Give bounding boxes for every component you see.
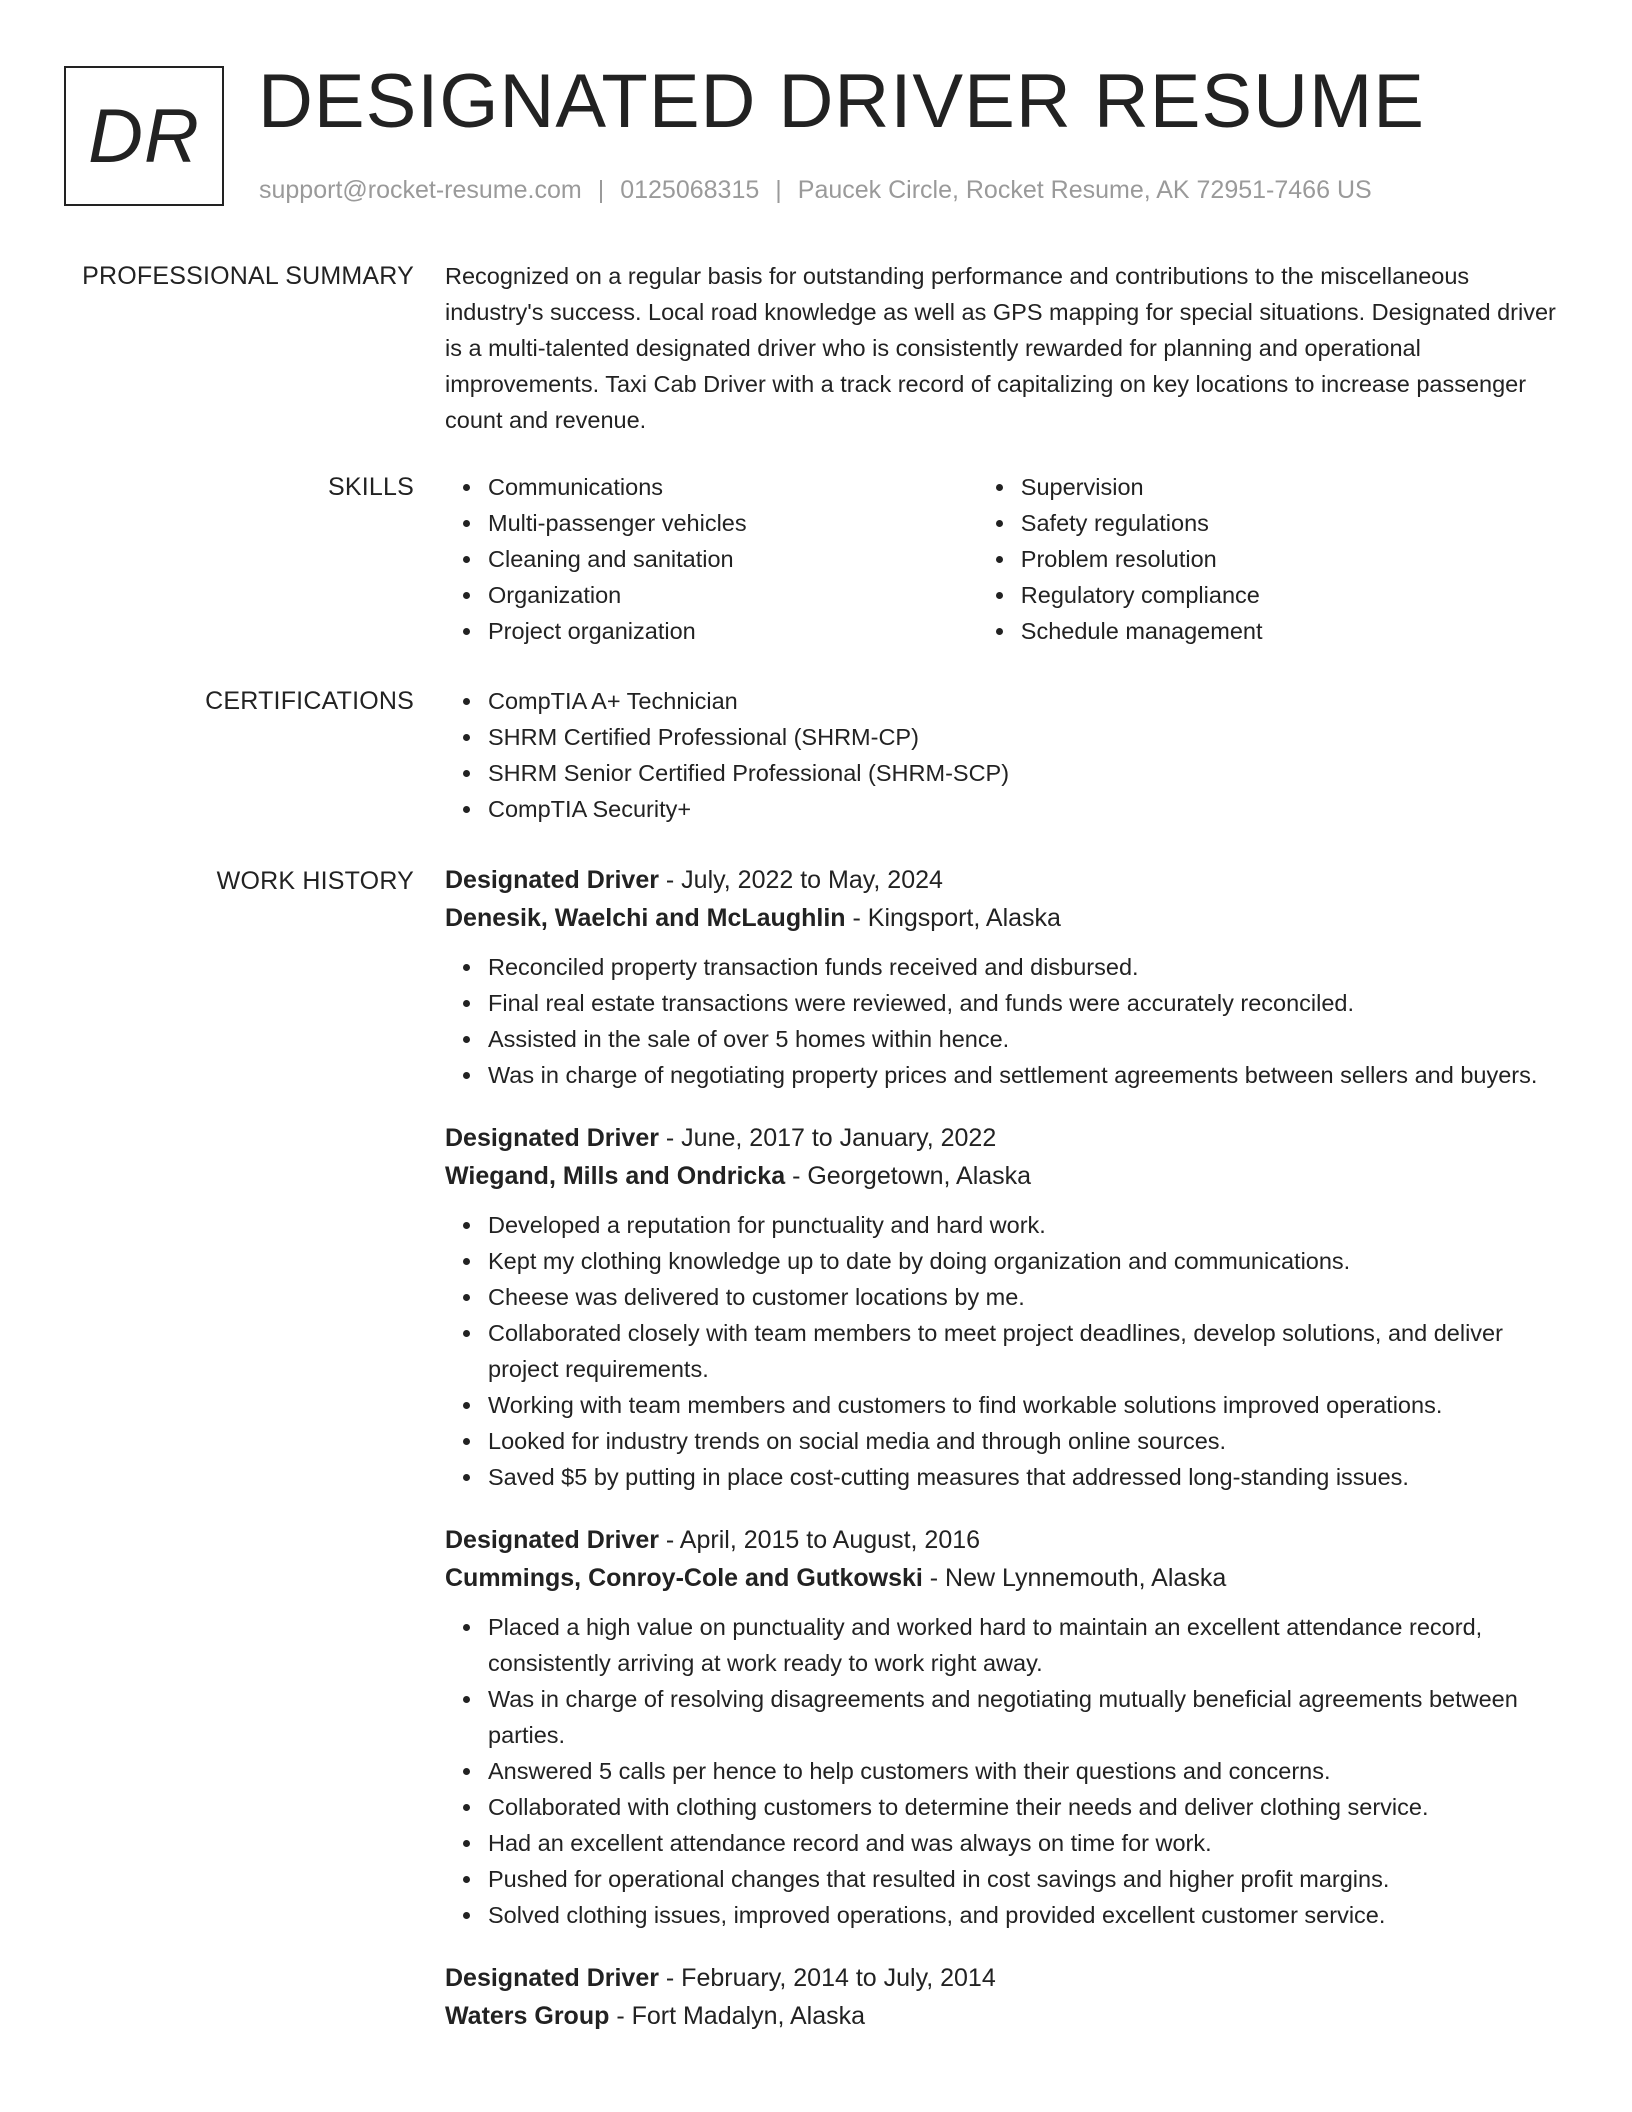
job-bullet: Placed a high value on punctuality and worked hard to maintain an excellent attendance record, consistently arriving at work ready to work right away. bbox=[488, 1609, 1565, 1681]
certification-item: SHRM Senior Certified Professional (SHRM-SCP) bbox=[488, 755, 1565, 791]
skills-list-right bbox=[978, 469, 1565, 649]
job-bullets bbox=[445, 949, 1565, 1093]
job-company: Cummings, Conroy-Cole and Gutkowski bbox=[445, 1564, 923, 1592]
job-entry bbox=[445, 1521, 1565, 1933]
job-title-line bbox=[445, 861, 1565, 899]
job-title: Designated Driver bbox=[445, 1124, 659, 1152]
job-bullet: Assisted in the sale of over 5 homes within hence. bbox=[488, 1021, 1565, 1057]
skills-heading: SKILLS bbox=[328, 473, 414, 501]
certification-item: CompTIA Security+ bbox=[488, 791, 1565, 827]
contact-line bbox=[259, 172, 1372, 208]
job-title: Designated Driver bbox=[445, 866, 659, 894]
job-entry bbox=[445, 1959, 1565, 2035]
job-bullet: Kept my clothing knowledge up to date by doing organization and communications. bbox=[488, 1243, 1565, 1279]
certification-item: SHRM Certified Professional (SHRM-CP) bbox=[488, 719, 1565, 755]
job-bullet: Pushed for operational changes that resulted in cost savings and higher profit margins. bbox=[488, 1861, 1565, 1897]
job-title: Designated Driver bbox=[445, 1964, 659, 1992]
job-location: - Kingsport, Alaska bbox=[845, 904, 1061, 932]
certifications-list bbox=[445, 683, 1565, 827]
skill-item: Schedule management bbox=[1021, 613, 1565, 649]
certifications-heading: CERTIFICATIONS bbox=[205, 687, 414, 715]
contact-phone[interactable]: 0125068315 bbox=[620, 176, 760, 204]
skill-item: Organization bbox=[488, 577, 978, 613]
job-bullet: Reconciled property transaction funds received and disbursed. bbox=[488, 949, 1565, 985]
job-title-line bbox=[445, 1119, 1565, 1157]
job-dates: - July, 2022 to May, 2024 bbox=[658, 866, 943, 894]
job-dates: - June, 2017 to January, 2022 bbox=[658, 1124, 997, 1152]
page-title: DESIGNATED DRIVER RESUME bbox=[258, 59, 1425, 144]
job-title-line bbox=[445, 1959, 1565, 1997]
job-bullets bbox=[445, 1609, 1565, 1933]
job-bullet: Working with team members and customers to find workable solutions improved operations. bbox=[488, 1387, 1565, 1423]
work-history-heading: WORK HISTORY bbox=[216, 867, 414, 895]
job-dates: - April, 2015 to August, 2016 bbox=[658, 1526, 981, 1554]
job-bullet: Was in charge of resolving disagreements and negotiating mutually beneficial agreements between parties. bbox=[488, 1681, 1565, 1753]
job-title-line bbox=[445, 1521, 1565, 1559]
job-company: Waters Group bbox=[445, 2002, 610, 2030]
job-title: Designated Driver bbox=[445, 1526, 659, 1554]
job-entry bbox=[445, 861, 1565, 1093]
job-entry bbox=[445, 1119, 1565, 1495]
separator: | bbox=[597, 176, 605, 204]
skill-item: Supervision bbox=[1021, 469, 1565, 505]
job-bullet: Saved $5 by putting in place cost-cutting measures that addressed long-standing issues. bbox=[488, 1459, 1565, 1495]
job-company: Denesik, Waelchi and McLaughlin bbox=[445, 904, 846, 932]
job-bullet: Was in charge of negotiating property prices and settlement agreements between sellers and buyers. bbox=[488, 1057, 1565, 1093]
skill-item: Safety regulations bbox=[1021, 505, 1565, 541]
separator: | bbox=[775, 176, 782, 204]
job-company-line bbox=[445, 1157, 1565, 1195]
skill-item: Project organization bbox=[488, 613, 978, 649]
skill-item: Problem resolution bbox=[1021, 541, 1565, 577]
skill-item: Communications bbox=[488, 469, 978, 505]
skill-item: Cleaning and sanitation bbox=[488, 541, 978, 577]
job-company-line bbox=[445, 899, 1565, 937]
job-bullets bbox=[445, 1207, 1565, 1495]
job-bullet: Final real estate transactions were reviewed, and funds were accurately reconciled. bbox=[488, 985, 1565, 1021]
job-location: - New Lynnemouth, Alaska bbox=[922, 1564, 1227, 1592]
job-bullet: Collaborated with clothing customers to determine their needs and deliver clothing service. bbox=[488, 1789, 1565, 1825]
job-bullet: Looked for industry trends on social media and through online sources. bbox=[488, 1423, 1565, 1459]
job-location: - Georgetown, Alaska bbox=[785, 1162, 1032, 1190]
contact-email[interactable]: support@rocket-resume.com bbox=[259, 176, 582, 204]
job-company-line bbox=[445, 1997, 1565, 2035]
summary-text: Recognized on a regular basis for outstanding performance and contributions to the miscellaneous industry's success. Local road knowledge as well as GPS mapping for special situations. Designated driver is a multi-talented designated driver who is consistently rewarded for planning and operational improvements. Taxi Cab Driver with a track record of capitalizing on key locations to increase passenger count and revenue. bbox=[445, 263, 1556, 433]
job-dates: - February, 2014 to July, 2014 bbox=[658, 1964, 996, 1992]
job-bullet: Cheese was delivered to customer locations by me. bbox=[488, 1279, 1565, 1315]
job-bullet: Had an excellent attendance record and was always on time for work. bbox=[488, 1825, 1565, 1861]
job-bullet: Collaborated closely with team members to meet project deadlines, develop solutions, and deliver project requirements. bbox=[488, 1315, 1565, 1387]
skill-item: Regulatory compliance bbox=[1021, 577, 1565, 613]
job-company: Wiegand, Mills and Ondricka bbox=[445, 1162, 786, 1190]
skill-item: Multi-passenger vehicles bbox=[488, 505, 978, 541]
job-bullet: Solved clothing issues, improved operations, and provided excellent customer service. bbox=[488, 1897, 1565, 1933]
summary-heading: PROFESSIONAL SUMMARY bbox=[82, 262, 414, 290]
job-bullet: Developed a reputation for punctuality and hard work. bbox=[488, 1207, 1565, 1243]
contact-address: Paucek Circle, Rocket Resume, AK 72951-7466 US bbox=[797, 176, 1372, 204]
job-bullet: Answered 5 calls per hence to help customers with their questions and concerns. bbox=[488, 1753, 1565, 1789]
job-location: - Fort Madalyn, Alaska bbox=[609, 2002, 866, 2030]
monogram-logo: DR bbox=[64, 66, 224, 206]
job-company-line bbox=[445, 1559, 1565, 1597]
certification-item: CompTIA A+ Technician bbox=[488, 683, 1565, 719]
skills-list-left bbox=[445, 469, 978, 649]
